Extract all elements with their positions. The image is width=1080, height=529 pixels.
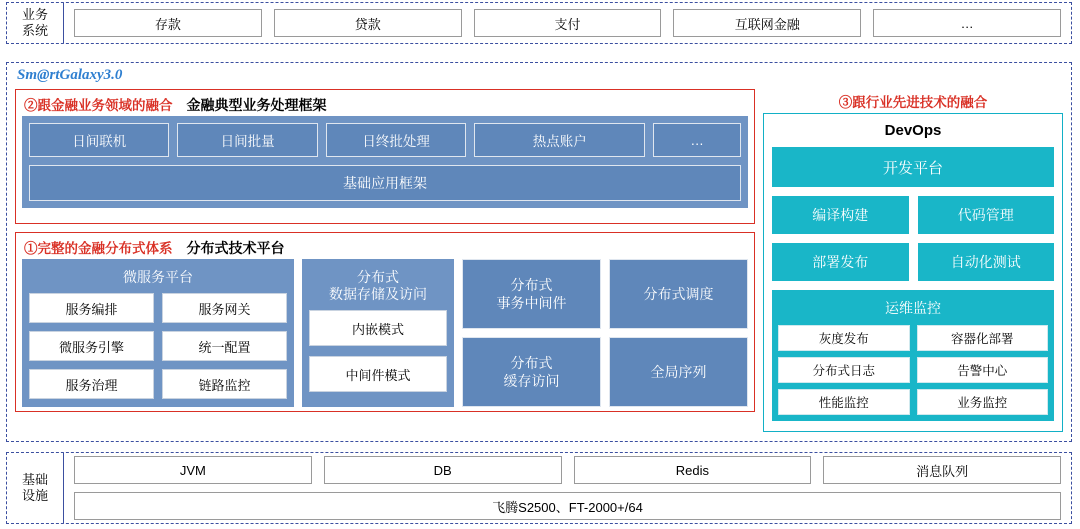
ops-item-performance-monitor[interactable]: 性能监控 [778,389,910,415]
devops-red-title: ③跟行业先进技术的融合 [838,95,988,110]
ops-monitoring-row [778,389,1048,415]
infrastructure-band [6,452,1072,524]
microservice-item[interactable]: 服务网关 [162,293,287,323]
devops-group [763,113,1063,432]
distributed-cache-access[interactable] [462,337,601,407]
business-framework-red-title: ②跟金融业务领域的融合 [24,98,173,113]
devops-item-build[interactable]: 编译构建 [772,196,909,234]
business-framework-item[interactable]: 日间批量 [177,123,317,157]
microservice-item[interactable]: 服务治理 [29,369,154,399]
business-systems-label-line1: 业务 [21,7,48,22]
distributed-transaction-line2: 事务中间件 [496,295,567,311]
ops-item-container-deploy[interactable]: 容器化部署 [917,325,1049,351]
infrastructure-item-jvm[interactable]: JVM [74,456,312,484]
microservice-row [29,369,287,399]
business-systems-items [64,9,1071,37]
business-framework-titlerow [16,90,754,112]
microservice-panel [22,259,294,407]
microservice-row [29,293,287,323]
distributed-transaction-middleware[interactable] [462,259,601,329]
infrastructure-label-line2: 设施 [21,488,48,503]
ops-item-alert-center[interactable]: 告警中心 [917,357,1049,383]
distributed-scheduling[interactable]: 分布式调度 [609,259,748,329]
ops-monitoring-panel [772,290,1054,421]
infrastructure-label-line1: 基础 [21,472,48,487]
business-system-item-more[interactable]: … [873,9,1061,37]
microservice-grid [29,293,287,399]
infrastructure-item-mq[interactable]: 消息队列 [823,456,1061,484]
global-sequence[interactable]: 全局序列 [609,337,748,407]
microservice-item[interactable]: 服务编排 [29,293,154,323]
distributed-transaction-line1: 分布式 [510,277,553,293]
distributed-tech-titlerow [16,233,754,255]
devops-row [772,243,1054,281]
infrastructure-row [74,456,1061,484]
distributed-storage-title [309,266,447,310]
infrastructure-item-redis[interactable]: Redis [574,456,812,484]
ops-monitoring-title: 运维监控 [885,300,941,316]
business-system-item[interactable]: 存款 [74,9,262,37]
storage-mode-embedded[interactable]: 内嵌模式 [309,310,447,346]
platform-brand: Sm@rtGalaxy3.0 [17,67,123,83]
business-framework-foundation[interactable]: 基础应用框架 [29,165,741,201]
ops-item-distributed-log[interactable]: 分布式日志 [778,357,910,383]
distributed-services-col-1 [462,259,601,407]
distributed-tech-red-title: ①完整的金融分布式体系 [24,241,173,256]
business-framework-item[interactable]: 热点账户 [474,123,645,157]
ops-monitoring-row [778,357,1048,383]
devops-item-auto-test[interactable]: 自动化测试 [918,243,1055,281]
storage-mode-middleware[interactable]: 中间件模式 [309,356,447,392]
distributed-tech-group [15,232,755,412]
infrastructure-hardware[interactable]: 飞腾S2500、FT-2000+/64 [74,492,1061,520]
business-framework-group [15,89,755,224]
business-framework-item-more[interactable]: … [653,123,741,157]
devops-column [763,89,1063,432]
microservice-item[interactable]: 微服务引擎 [29,331,154,361]
distributed-cache-line2: 缓存访问 [503,373,560,389]
infrastructure-label [7,472,63,504]
microservice-row [29,331,287,361]
distributed-cache-line1: 分布式 [510,355,553,371]
microservice-panel-title: 微服务平台 [123,269,193,285]
distributed-services-col-2 [609,259,748,407]
distributed-tech-subtitle: 分布式技术平台 [186,240,285,256]
microservice-item[interactable]: 链路监控 [162,369,287,399]
business-systems-label [7,7,63,39]
distributed-storage-title-line1: 分布式 [357,269,399,285]
business-system-item[interactable]: 支付 [474,9,662,37]
devops-dev-platform[interactable]: 开发平台 [772,147,1054,187]
ops-item-gray-release[interactable]: 灰度发布 [778,325,910,351]
platform-left-column [15,89,755,412]
business-framework-subtitle: 金融典型业务处理框架 [186,97,327,113]
business-system-item[interactable]: 贷款 [274,9,462,37]
distributed-storage-panel [302,259,454,407]
devops-item-code-management[interactable]: 代码管理 [918,196,1055,234]
devops-heading: DevOps [884,122,942,139]
infrastructure-item-db[interactable]: DB [324,456,562,484]
business-systems-label-line2: 系统 [21,23,48,38]
devops-item-deploy[interactable]: 部署发布 [772,243,909,281]
infrastructure-items [64,456,1071,520]
ops-monitoring-row [778,325,1048,351]
business-systems-band [6,2,1072,44]
business-system-item[interactable]: 互联网金融 [673,9,861,37]
microservice-item[interactable]: 统一配置 [162,331,287,361]
ops-item-business-monitor[interactable]: 业务监控 [917,389,1049,415]
business-framework-row [29,123,741,157]
business-framework-item[interactable]: 日间联机 [29,123,169,157]
distributed-storage-title-line2: 数据存储及访问 [329,286,427,302]
business-framework-panel [22,116,748,208]
business-framework-item[interactable]: 日终批处理 [326,123,466,157]
distributed-tech-grid [22,259,748,407]
platform-container [6,62,1072,442]
devops-row [772,196,1054,234]
